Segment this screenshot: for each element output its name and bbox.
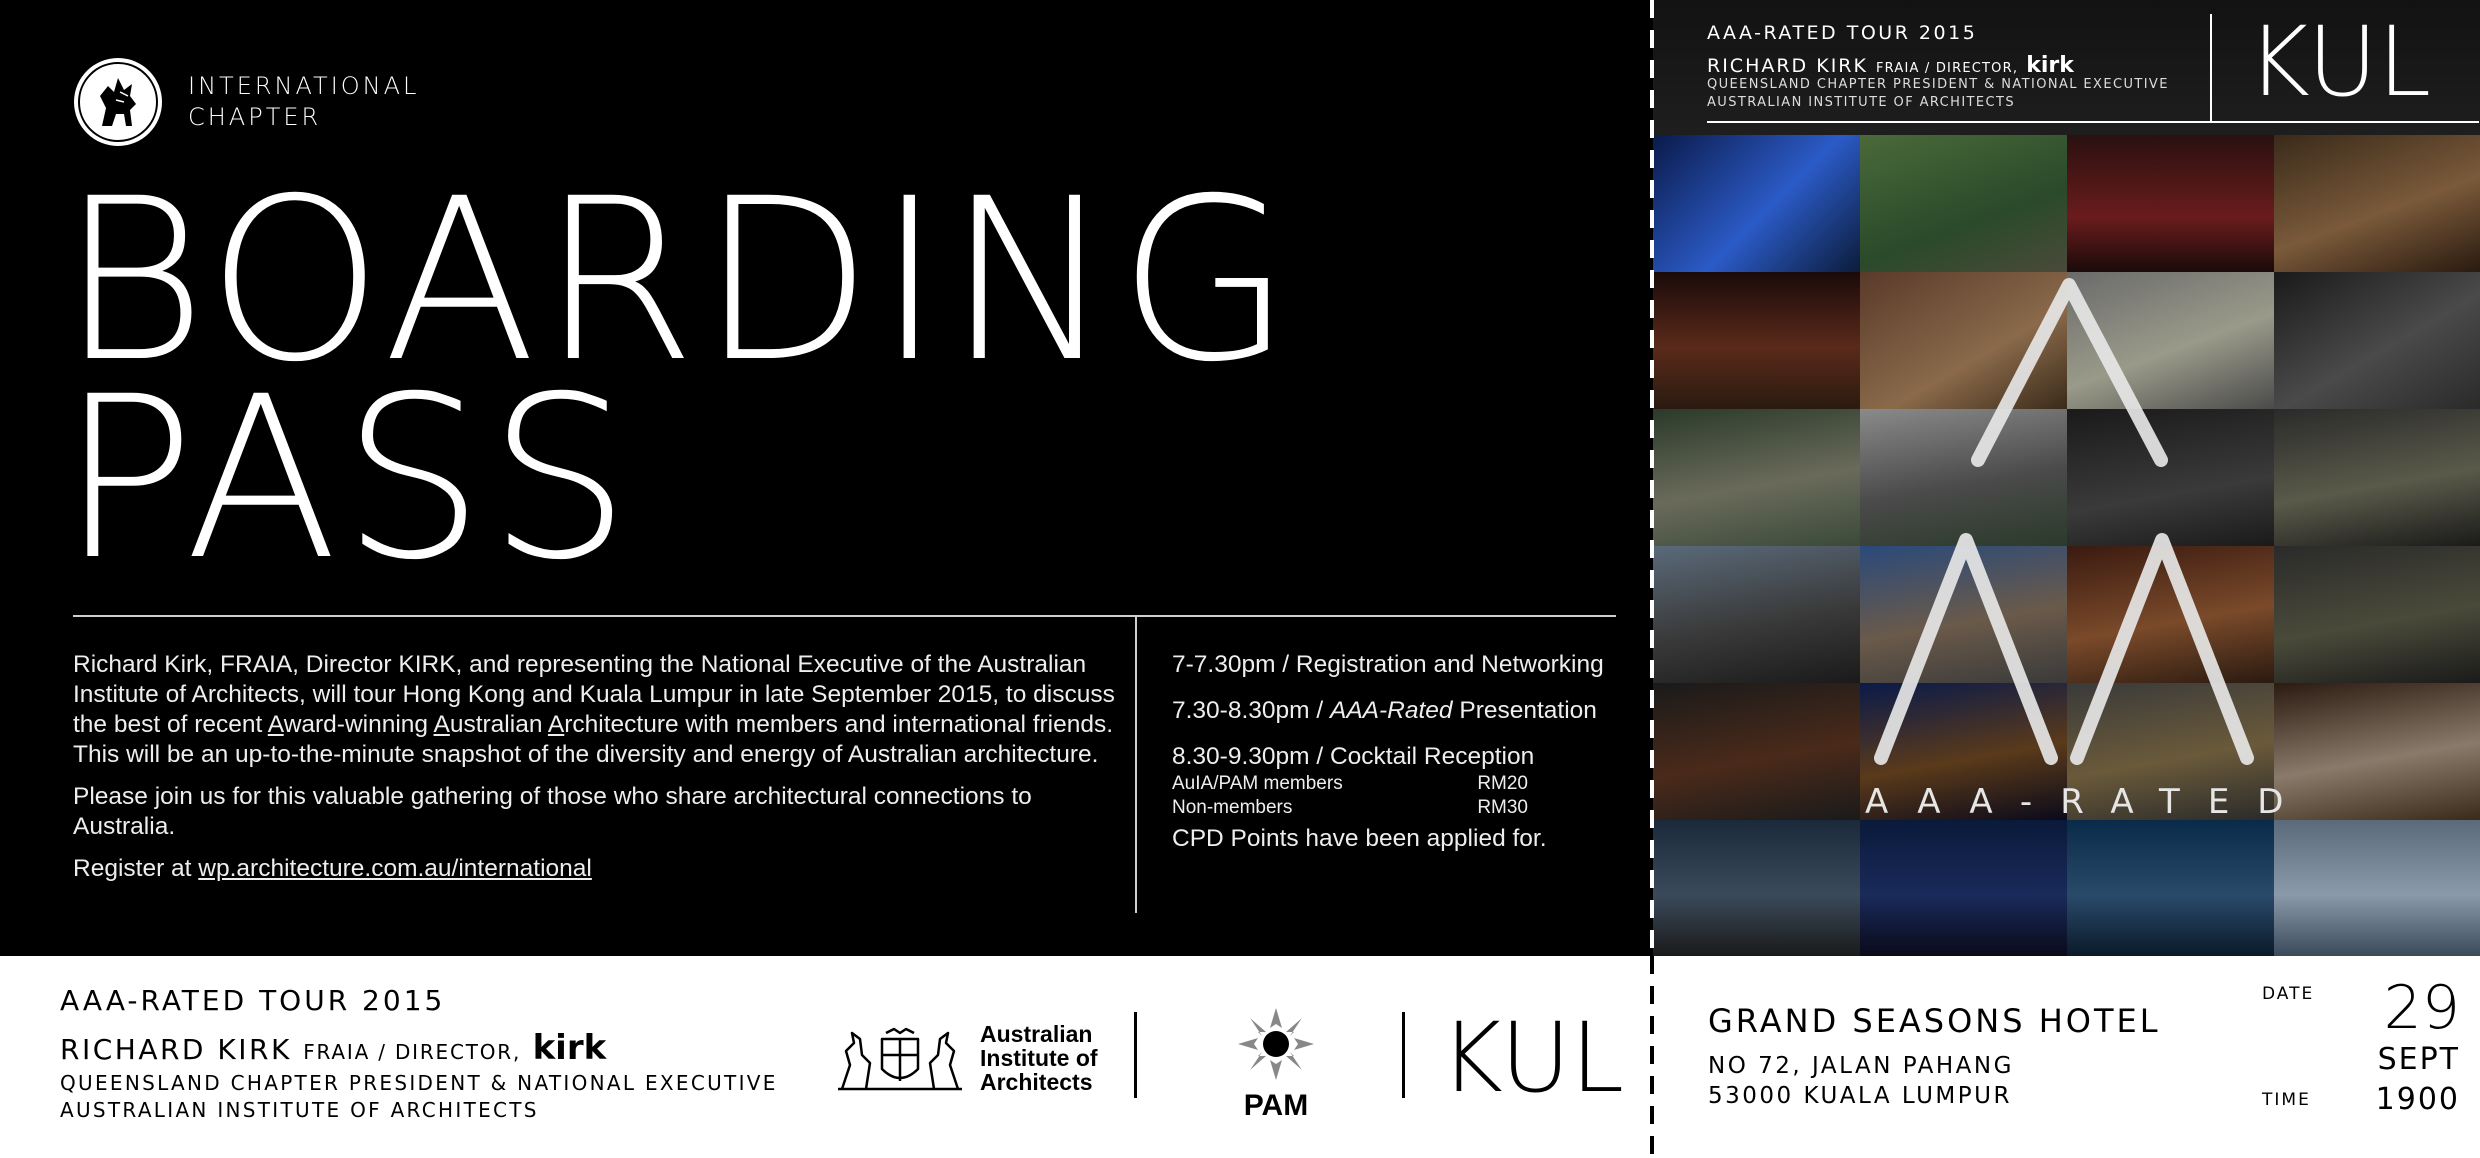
horizontal-divider: [73, 615, 1616, 617]
footer-divider: [1134, 1012, 1137, 1098]
price-label: Non-members: [1172, 797, 1293, 818]
chapter-line2: CHAPTER: [188, 103, 322, 131]
schedule-emphasis: AAA-Rated: [1329, 697, 1453, 724]
price-value: RM20: [1477, 773, 1528, 794]
chapter-header: [72, 56, 419, 148]
perforation-line-footer: [1650, 956, 1654, 1158]
title-line1: BOARDING: [60, 150, 1296, 411]
footer-destination-code: KUL: [1440, 1002, 1625, 1114]
stub-presenter-org: AUSTRALIAN INSTITUTE OF ARCHITECTS: [1707, 95, 2015, 110]
event-schedule: [1172, 650, 1612, 854]
griffin-seal-icon: [72, 56, 164, 148]
presenter-credentials: FRAIA / DIRECTOR,: [303, 1040, 522, 1064]
kirk-logo: kirk: [532, 1028, 607, 1068]
vertical-divider: [1135, 617, 1137, 913]
aia-logo: [836, 1022, 1098, 1094]
cpd-note: CPD Points have been applied for.: [1172, 825, 1547, 852]
schedule-time: 7.30-8.30pm /: [1172, 697, 1330, 724]
presenter-credentials: FRAIA / DIRECTOR,: [1876, 61, 2019, 76]
aia-line3: Architects: [980, 1069, 1093, 1095]
pam-logo: [1226, 1006, 1326, 1123]
register-line: [73, 854, 1123, 884]
desc-underlined-a: A: [547, 711, 565, 738]
footer-presenter-role: QUEENSLAND CHAPTER PRESIDENT & NATIONAL EXECUTIVE: [60, 1071, 778, 1095]
desc-text: ustralian: [449, 711, 548, 738]
stub-photo-panel: [1653, 0, 2480, 956]
venue-address-line1: NO 72, JALAN PAHANG: [1708, 1053, 2014, 1079]
aia-crest-icon: [836, 1025, 964, 1091]
register-prefix: Register at: [73, 855, 199, 882]
schedule-item-presentation: [1172, 696, 1612, 726]
stub-presenter-role: QUEENSLAND CHAPTER PRESIDENT & NATIONAL EXECUTIVE: [1707, 77, 2169, 92]
footer-divider: [1402, 1012, 1405, 1098]
aaa-rated-label: AAA-RATED: [1865, 782, 2312, 822]
event-time: 1900: [2375, 1082, 2460, 1117]
schedule-item-reception: 8.30-9.30pm / Cocktail Reception: [1172, 743, 1535, 770]
pam-label: PAM: [1243, 1089, 1309, 1122]
description-paragraph-1: [73, 650, 1123, 770]
stub-tour-title: AAA-RATED TOUR 2015: [1707, 22, 1978, 44]
desc-underlined-a: A: [267, 711, 284, 738]
stub-destination-code: KUL: [2247, 6, 2432, 118]
time-label: TIME: [2262, 1090, 2311, 1110]
presenter-name: RICHARD KIRK: [1707, 55, 1868, 77]
footer-strip: [0, 956, 2480, 1158]
desc-text: rchitecture with members and international friends. This will be an up-to-the-minute snapshot of the diversity and energy of Australian architecture.: [73, 711, 1114, 768]
title-line2: PASS: [60, 348, 635, 609]
schedule-text: Presentation: [1452, 697, 1597, 724]
price-label: AuIA/PAM members: [1172, 773, 1343, 794]
event-day: 29: [2383, 973, 2460, 1043]
footer-presenter: [60, 1028, 606, 1068]
venue-address-line2: 53000 KUALA LUMPUR: [1708, 1083, 2012, 1109]
price-list: [1172, 772, 1612, 820]
aia-wordmark: [980, 1022, 1098, 1094]
chapter-label: [188, 71, 419, 133]
aia-line1: Australian: [980, 1021, 1093, 1047]
register-link[interactable]: wp.architecture.com.au/international: [198, 855, 592, 882]
aia-line2: Institute of: [980, 1045, 1098, 1071]
venue-name: GRAND SEASONS HOTEL: [1708, 1002, 2161, 1040]
chapter-line1: INTERNATIONAL: [188, 72, 420, 100]
price-row: [1172, 796, 1528, 820]
price-row: [1172, 772, 1528, 796]
kirk-logo: kirk: [2026, 53, 2074, 78]
footer-tour-title: AAA-RATED TOUR 2015: [60, 984, 446, 1017]
presenter-name: RICHARD KIRK: [60, 1033, 292, 1066]
pam-star-icon: [1236, 1006, 1316, 1082]
schedule-item-registration: 7-7.30pm / Registration and Networking: [1172, 651, 1604, 678]
event-description: [73, 650, 1123, 896]
description-paragraph-2: Please join us for this valuable gathering of those who share architectural connections to Australia.: [73, 783, 1032, 840]
event-month: SEPT: [2377, 1042, 2460, 1077]
footer-presenter-org: AUSTRALIAN INSTITUTE OF ARCHITECTS: [60, 1098, 539, 1122]
desc-text: Richard Kirk, FRAIA, Director KIRK, and representing the National Executive of the Australian Institute of Architects, will tour Hong Kong and Kuala Lumpur in late September 2015, to discuss the best of recent: [73, 651, 1115, 738]
desc-text: ward-winning: [283, 711, 434, 738]
date-label: DATE: [2262, 984, 2315, 1004]
page-title: [60, 150, 1296, 609]
desc-underlined-a: A: [433, 711, 450, 738]
price-value: RM30: [1477, 797, 1528, 818]
